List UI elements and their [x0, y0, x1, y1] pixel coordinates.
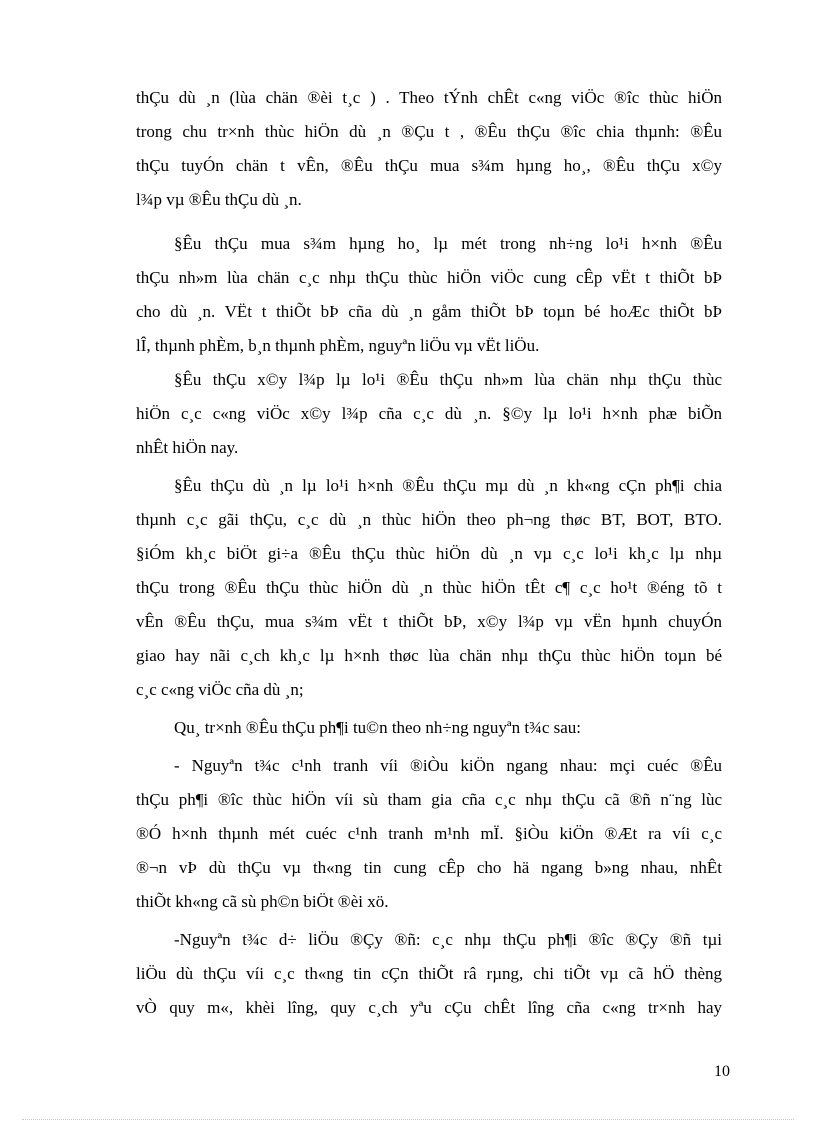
text-line: cho dù ¸n. VËt t thiÕt bÞ cña dù ¸n gåm thiÕt bÞ toµn bé hoÆc thiÕt bÞ: [136, 302, 722, 321]
text-line: thµnh c¸c gãi thÇu, c¸c dù ¸n thùc hiÖn theo ph¬ng thøc BT, BOT, BTO.: [136, 510, 722, 529]
text-line: thÇu dù ¸n (lùa chän ®èi t¸c ) . Theo tÝnh chÊt c«ng viÖc ®îc thùc hiÖn: [136, 88, 722, 107]
text-line: lÎ, thµnh phÈm, b¸n thµnh phÈm, nguyªn liÖu vµ vËt liÖu.: [136, 336, 540, 355]
text-line: vÊn ®Êu thÇu, mua s¾m vËt t thiÕt bÞ, x©y l¾p vµ vËn hµnh chuyÓn: [136, 612, 722, 631]
text-line: hiÖn c¸c c«ng viÖc x©y l¾p cña c¸c dù ¸n. §©y lµ lo¹i h×nh phæ biÕn: [136, 404, 722, 423]
text-line: thÇu tuyÓn chän t vÊn, ®Êu thÇu mua s¾m hµng ho¸, ®Êu thÇu x©y: [136, 156, 722, 175]
page-number: 10: [714, 1063, 730, 1080]
text-line: c¸c c«ng viÖc cña dù ¸n;: [136, 680, 304, 699]
text-line: giao hay nãi c¸ch kh¸c lµ h×nh thøc lùa chän nhµ thÇu thùc hiÖn toµn bé: [136, 646, 722, 665]
text-line: liÖu dù thÇu víi c¸c th«ng tin cÇn thiÕt râ rµng, chi tiÕt vµ cã hÖ thèng: [136, 964, 722, 983]
text-line: ®Ó h×nh thµnh mét cuéc c¹nh tranh m¹nh mÏ. §iÒu kiÖn ®Æt ra víi c¸c: [136, 824, 722, 843]
text-line: thÇu trong ®Êu thÇu thùc hiÖn dù ¸n thùc hiÖn tÊt c¶ c¸c ho¹t ®éng tõ t: [136, 578, 722, 597]
text-line: §iÓm kh¸c biÖt gi÷a ®Êu thÇu thùc hiÖn dù ¸n vµ c¸c lo¹i kh¸c lµ nhµ: [136, 544, 722, 563]
text-line: §Êu thÇu dù ¸n lµ lo¹i h×nh ®Êu thÇu mµ dù ¸n kh«ng cÇn ph¶i chia: [174, 476, 722, 495]
text-line: §Êu thÇu x©y l¾p lµ lo¹i ®Êu thÇu nh»m lùa chän nhµ thÇu thùc: [174, 370, 722, 389]
text-line: §Êu thÇu mua s¾m hµng ho¸ lµ mét trong nh÷ng lo¹i h×nh ®Êu: [174, 234, 722, 253]
text-line: - Nguyªn t¾c c¹nh tranh víi ®iÒu kiÖn ngang nhau: mçi cuéc ®Êu: [174, 756, 722, 775]
page-bottom-rule: [22, 1119, 794, 1120]
text-line: thÇu ph¶i ®îc thùc hiÖn víi sù tham gia cña c¸c nhµ thÇu cã ®ñ n¨ng lùc: [136, 790, 722, 809]
text-line: trong chu tr×nh thùc hiÖn dù ¸n ®Çu t , ®Êu thÇu ®îc chia thµnh: ®Êu: [136, 122, 722, 141]
text-line: l¾p vµ ®Êu thÇu dù ¸n.: [136, 190, 302, 209]
text-line: ®¬n vÞ dù thÇu vµ th«ng tin cung cÊp cho hä ngang b»ng nhau, nhÊt: [136, 858, 722, 877]
text-line: nhÊt hiÖn nay.: [136, 438, 239, 457]
text-line: thÇu nh»m lùa chän c¸c nhµ thÇu thùc hiÖn viÖc cung cÊp vËt t thiÕt bÞ: [136, 268, 722, 287]
text-line: vÒ quy m«, khèi lîng, quy c¸ch yªu cÇu chÊt lîng cña c«ng tr×nh hay: [136, 998, 722, 1017]
text-line: Qu¸ tr×nh ®Êu thÇu ph¶i tu©n theo nh÷ng nguyªn t¾c sau:: [174, 718, 582, 737]
text-line: -Nguyªn t¾c d÷ liÖu ®Çy ®ñ: c¸c nhµ thÇu ph¶i ®îc ®Çy ®ñ tµi: [174, 930, 722, 949]
text-line: thiÕt kh«ng cã sù ph©n biÖt ®èi xö.: [136, 892, 389, 911]
